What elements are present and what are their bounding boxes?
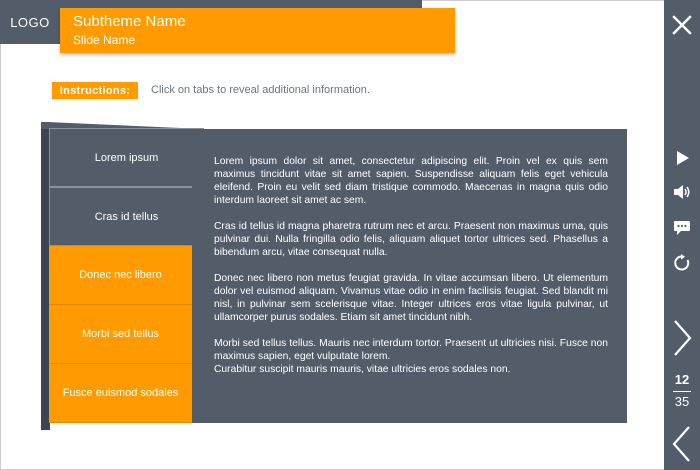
replay-icon	[673, 254, 691, 272]
slide-name: Slide Name	[73, 33, 136, 47]
page-total: 35	[674, 394, 690, 409]
volume-icon	[673, 184, 691, 200]
logo: LOGO	[0, 0, 60, 44]
tab-label: Morbi sed tellus	[81, 328, 160, 340]
tab-label: Lorem ipsum	[94, 151, 159, 164]
chevron-right-icon	[672, 319, 692, 357]
side-nav	[664, 0, 700, 470]
play-icon	[675, 151, 689, 165]
previous-button[interactable]	[664, 424, 700, 464]
instructions-label: Instructions:	[52, 82, 138, 99]
content-paragraph: Morbi sed tellus tellus. Mauris nec interdum tortor. Praesent ut ultricies nisi. Fusce non maximus sapien, eget vulputate lorem.	[214, 338, 608, 362]
tab-donec-nec-libero[interactable]	[49, 246, 192, 305]
tab-morbi-sed-tellus[interactable]	[49, 305, 192, 364]
tab-fusce-euismod-sodales[interactable]	[49, 364, 192, 423]
tab-list	[49, 128, 192, 423]
tab-label: Donec nec libero	[79, 269, 162, 281]
play-button[interactable]	[664, 147, 700, 169]
comment-icon	[673, 220, 691, 237]
close-button[interactable]	[664, 10, 700, 40]
close-icon	[672, 15, 692, 35]
volume-button[interactable]	[664, 181, 700, 203]
content-paragraph: Donec nec libero non metus feugiat gravida. In vitae accumsan libero. Ut elementum dolor vel euismod aliquam. Vivamus vitae odio in enim facilisis feugiat. Sed blandit mi nisl, in pulvinar sem scelerisque vitae. Integer ultrices eros vitae ligula pulvinar, ut ullamcorper purus sodales. Etiam sit amet tincidunt nibh.	[214, 273, 608, 323]
content-paragraph: Lorem ipsum dolor sit amet, consectetur adipiscing elit. Proin vel ex quis sem maximus tincidunt vitae sit amet sapien. Suspendisse aliquam felis eget vehicula eleifend. Proin eu velit sed diam tristique commodo. Maecenas in magna quis odio interdum laoreet sit amet ac sem.	[214, 156, 608, 206]
chevron-left-icon	[672, 425, 692, 463]
title-bar	[60, 8, 455, 53]
tab-lorem-ipsum[interactable]	[49, 128, 204, 187]
page-divider	[673, 391, 691, 392]
replay-button[interactable]	[664, 251, 700, 275]
content-paragraph: Curabitur suscipit mauris mauris, vitae ultricies eros sodales non.	[214, 364, 511, 375]
tab-cras-id-tellus[interactable]	[49, 187, 204, 246]
tab-label: Cras id tellus	[94, 210, 159, 223]
header-strip	[60, 0, 422, 8]
content-panel	[192, 129, 627, 423]
page-current: 12	[674, 372, 690, 387]
comment-button[interactable]	[664, 216, 700, 240]
instructions-text: Click on tabs to reveal additional information.	[151, 84, 370, 96]
next-button[interactable]	[664, 318, 700, 358]
subtheme-title: Subtheme Name	[73, 13, 186, 30]
content-paragraph: Cras id tellus id magna pharetra rutrum nec et arcu. Praesent non maximus urna, quis pulvinar dui. Nulla fringilla odio felis, aliquam aliquet tortor ultrices sed. Phasellus a bibendum arcu, vitae consequat nulla.	[214, 221, 608, 258]
tab-label: Fusce euismod sodales	[62, 387, 179, 399]
